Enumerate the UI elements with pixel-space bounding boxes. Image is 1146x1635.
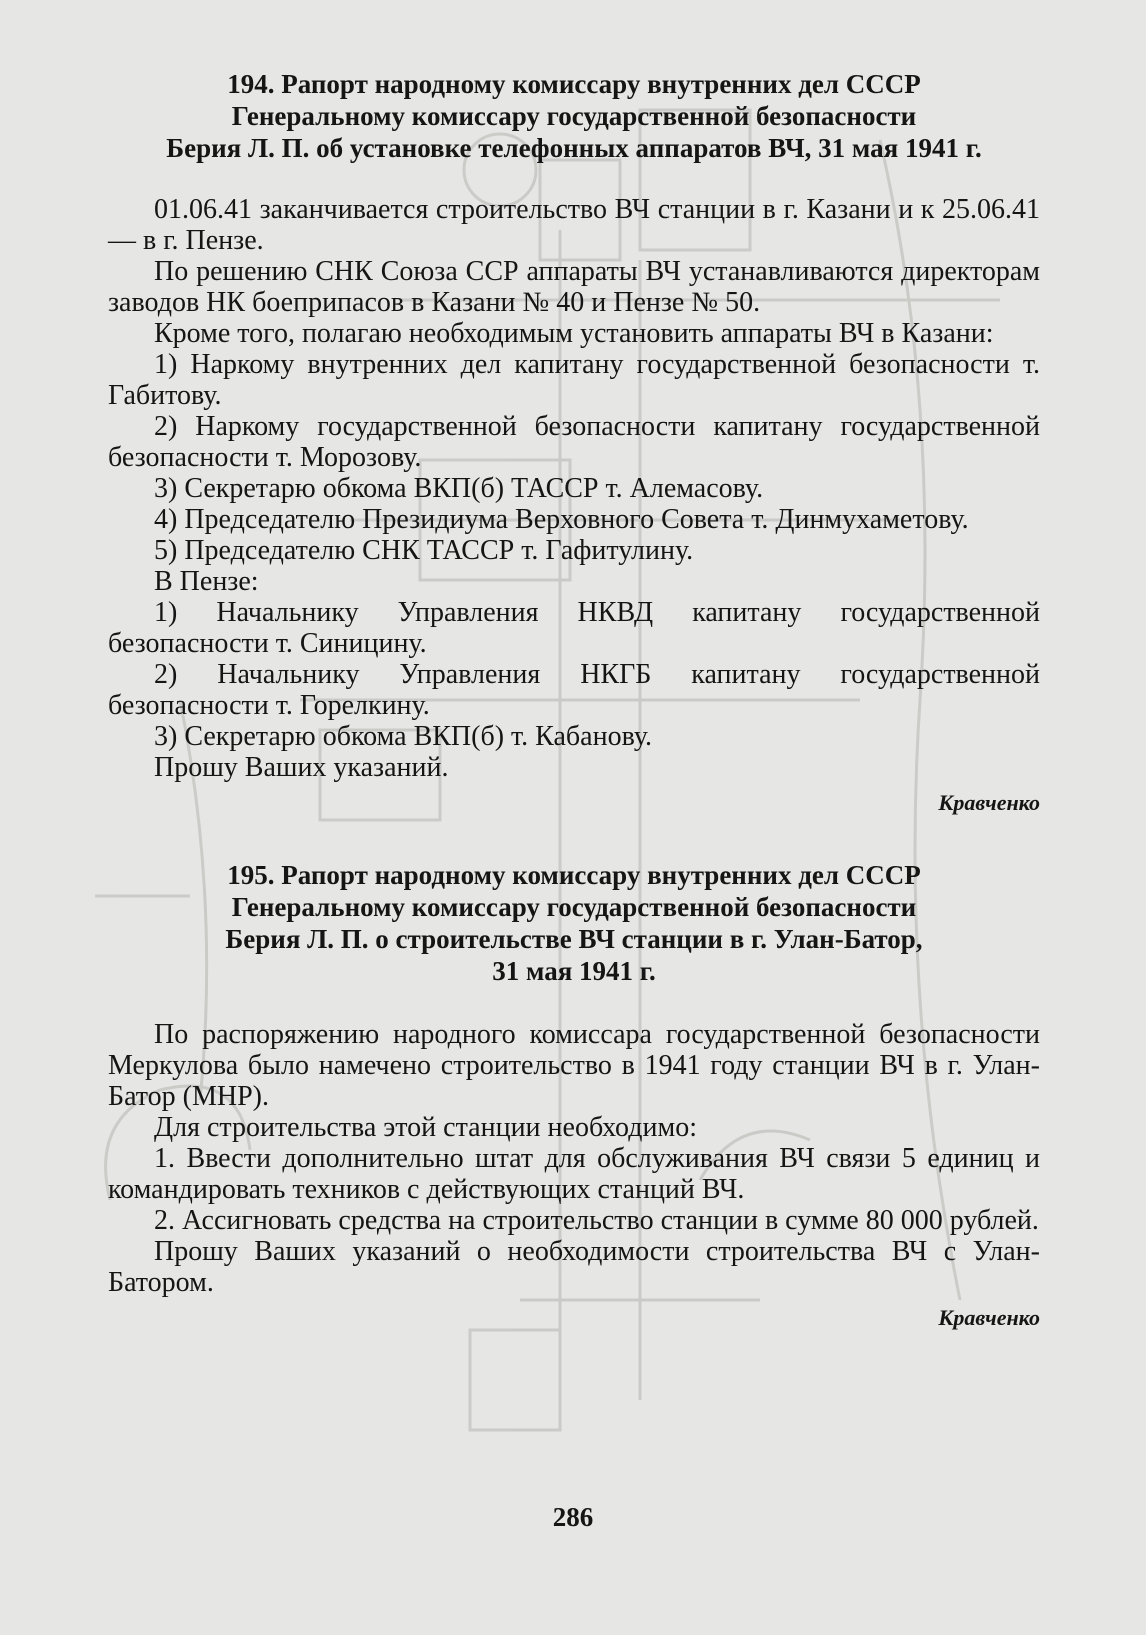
paragraph: Прошу Ваших указаний о необходимости строительства ВЧ с Улан-Батором.: [108, 1236, 1040, 1298]
page-number: 286: [552, 1502, 594, 1532]
doc-194-signature: Кравченко: [938, 790, 1040, 815]
doc-195-signature: Кравченко: [938, 1305, 1040, 1330]
doc-194-title-line: 194. Рапорт народному комиссару внутренних дел СССР: [227, 69, 921, 99]
list-item: 1) Наркому внутренних дел капитану государственной безопасности т. Габитову.: [108, 349, 1040, 411]
paragraph: 01.06.41 заканчивается строительство ВЧ станции в г. Казани и к 25.06.41 — в г. Пензе.: [108, 194, 1040, 256]
doc-194-title-line: Генеральному комиссару государственной безопасности: [231, 101, 917, 131]
list-item: 4) Председателю Президиума Верховного Совета т. Динмухаметову.: [154, 504, 969, 535]
doc-195-title: [108, 859, 1040, 987]
doc-195-title-line: Генеральному комиссару государственной безопасности: [231, 892, 917, 922]
list-item: 2. Ассигновать средства на строительство станции в сумме 80 000 рублей.: [154, 1205, 1039, 1236]
doc-195-title-line: 31 мая 1941 г.: [492, 956, 656, 986]
list-item: 5) Председателю СНК ТАССР т. Гафитулину.: [154, 535, 694, 566]
paragraph: По решению СНК Союза ССР аппараты ВЧ устанавливаются директорам заводов НК боеприпасов в Казани № 40 и Пензе № 50.: [108, 256, 1040, 318]
list-item: 3) Секретарю обкома ВКП(б) т. Кабанову.: [154, 721, 653, 752]
paragraph: В Пензе:: [154, 566, 259, 597]
doc-194-title: [108, 68, 1040, 164]
list-item: 1. Ввести дополнительно штат для обслуживания ВЧ связи 5 единиц и командировать техников с действующих станций ВЧ.: [108, 1143, 1040, 1205]
doc-194-body: [108, 194, 1040, 783]
paragraph: Кроме того, полагаю необходимым установить аппараты ВЧ в Казани:: [154, 318, 994, 349]
doc-195-body: [108, 1019, 1040, 1298]
paragraph: Прошу Ваших указаний.: [154, 752, 449, 783]
doc-195-title-line: 195. Рапорт народному комиссару внутренних дел СССР: [227, 860, 921, 890]
list-item: 1) Начальнику Управления НКВД капитану государственной безопасности т. Синицину.: [108, 597, 1040, 659]
paragraph: По распоряжению народного комиссара государственной безопасности Меркулова было намечено строительство в 1941 году станции ВЧ в г. Улан-Батор (МНР).: [108, 1019, 1040, 1112]
list-item: 3) Секретарю обкома ВКП(б) ТАССР т. Алемасову.: [154, 473, 764, 504]
doc-194-title-line: Берия Л. П. об установке телефонных аппаратов ВЧ, 31 мая 1941 г.: [166, 133, 982, 163]
list-item: 2) Начальнику Управления НКГБ капитану государственной безопасности т. Горелкину.: [108, 659, 1040, 721]
list-item: 2) Наркому государственной безопасности капитану государственной безопасности т. Морозову.: [108, 411, 1040, 473]
doc-195-title-line: Берия Л. П. о строительстве ВЧ станции в г. Улан-Батор,: [225, 924, 923, 954]
page-content: [108, 68, 1040, 1332]
paragraph: Для строительства этой станции необходимо:: [154, 1112, 697, 1143]
